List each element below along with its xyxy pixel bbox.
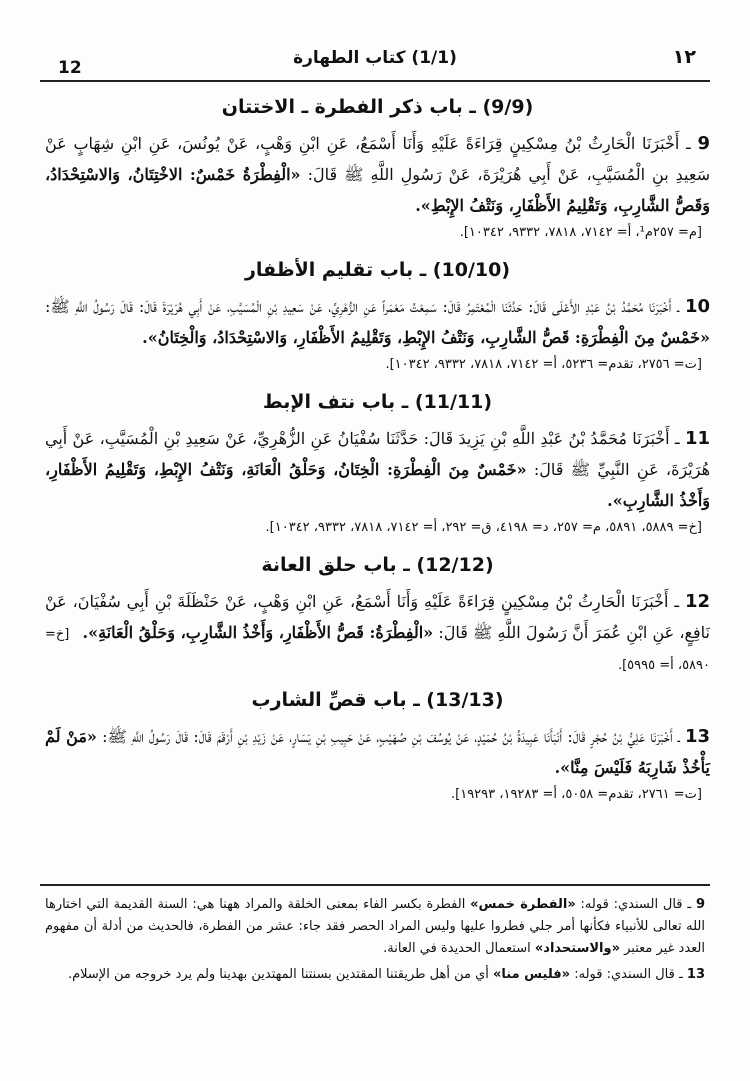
chapter-title: (11/11) ـ باب نتف الإبط	[262, 391, 493, 413]
hadith-reference: [ت= ٢٧٥٦، تقدم= ٥٢٣٦، أ= ٧١٤٢، ٧٨١٨، ٩٣٣٢، ١٠٣٤٢].	[385, 357, 702, 372]
hadith-number: 13	[684, 726, 710, 747]
chapter-title: (10/10) ـ باب تقليم الأظفار	[244, 259, 511, 281]
chapter-title: (12/12) ـ باب حلق العانة	[261, 554, 494, 576]
footnote-lead: ـ قال السندي: قوله:	[580, 897, 692, 912]
chapter-12	[45, 550, 710, 679]
hadith-text: ـ أَخْبَرَنَا الْحَارِثُ بْنُ مِسْكِينٍ قِرَاءَةً عَلَيْهِ وَأَنَا أَسْمَعُ، عَنِ ابْنِ وَهْبٍ، عَنْ يُونُسَ، عَنِ ابْنِ شِهَابٍ عَنْ سَعِيدِ بنِ الْمُسَيَّبِ، عَنْ أَبِي هُرَيْرَةَ، عَنْ رَسُولِ اللَّهِ ﷺ قَالَ:	[45, 134, 710, 184]
hadith-quote: «مَنْ لَمْ يَأْخُذْ شَارِبَهُ فَلَيْسَ مِنَّا».	[45, 727, 710, 777]
hadith-13	[45, 721, 710, 783]
footnote-quote: «فليس منا»	[493, 967, 571, 982]
footnotes	[45, 894, 705, 990]
hadith-quote: «الْفِطْرَةُ: قَصُّ الأَظْفَارِ، وَأَخْذُ الشَّارِبِ، وَحَلْقُ الْعَانَةِ».	[82, 623, 434, 642]
hadith-reference: [ت= ٢٧٦١، تقدم= ٥٠٥٨، أ= ١٩٢٨٣، ١٩٢٩٣].	[451, 787, 702, 802]
footnote-text: استعمال الحديدة في العانة.	[383, 941, 531, 956]
chapter-9	[45, 92, 710, 245]
footnote-number: 9	[695, 897, 705, 912]
hadith-text: ـ أَخْبَرَنَا الْحَارِثُ بْنُ مِسْكِينٍ قِرَاءَةً عَلَيْهِ وَأَنَا أَسْمَعُ، عَنِ ابْنِ وَهْبٍ، عَنْ حَنْظَلَةَ بْنِ أَبِي سُفْيَانَ، عَنْ نَافِعٍ، عَنِ ابْنِ عُمَرَ أَنَّ رَسُولَ اللَّهِ ﷺ قَالَ:	[45, 592, 710, 642]
running-title: (1/1) كتاب الطهارة	[293, 48, 457, 68]
hadith-12	[45, 586, 710, 679]
footnote-text: الفطرة بكسر الفاء بمعنى الخلقة والمراد ههنا هي: السنة القديمة التي اختارها الله تعالى للأنبياء فكأنها أمر جلي فطروا عليها وليس المراد الحصر فقد جاء: عشر من الفطرة، فالحديث من أدلة أن مفهوم العدد غير معتبر	[45, 897, 705, 956]
footnote-quote: «والاستحداد»	[534, 941, 620, 956]
footnote-divider	[40, 884, 710, 886]
hadith-9	[45, 128, 710, 221]
hadith-text: ـ أَخْبَرَنَا عَلِيُّ بْنُ حُجْرٍ قَالَ: أَنْبَأَنَا عَبِيدَةُ بْنُ حُمَيْدٍ، عَنْ يُوسُفَ بْنِ صُهَيْبٍ، عَنْ حَبِيبِ بْنِ يَسَارٍ، عَنْ زَيْدِ بْنِ أَرْقَمَ قَالَ: قَالَ رَسُولُ اللَّهِ ﷺ:	[102, 727, 680, 746]
hadith-11	[45, 423, 710, 516]
hadith-reference: [خ= ٥٨٨٩، ٥٨٩١، م= ٢٥٧، د= ٤١٩٨، ق= ٢٩٢، أ= ٧١٤٢، ٧٨١٨، ٩٣٣٢، ١٠٣٤٢].	[265, 520, 702, 535]
chapter-title: (9/9) ـ باب ذكر الفطرة ـ الاختتان	[221, 96, 534, 118]
hadith-quote: «الْفِطْرَةُ خَمْسٌ: الاخْتِتَانُ، وَالاسْتِحْدَادُ، وَقَصُّ الشَّارِبِ، وَتَقْلِيمُ الأَظْفَارِ، وَنَتْفُ الإِبْطِ».	[45, 165, 710, 215]
footnote-quote: «الفطرة خمس»	[470, 897, 576, 912]
hadith-text: ـ أَخْبَرَنَا مُحَمَّدُ بْنُ عَبْدِ الأَعْلَى قَالَ: حَدَّثَنَا الْمُعْتَمِرُ قَالَ: سَمِعْتُ مَعْمَراً عَنِ الزُّهْرِيِّ، عَنْ سَعِيدِ بْنِ الْمُسَيَّبِ، عَنْ أَبِي هُرَيْرَةَ قَالَ: قَالَ رَسُولُ اللَّهِ ﷺ:	[45, 297, 680, 316]
chapter-13	[45, 685, 710, 807]
hadith-reference: [م= ٢٥٧م¹، أ= ٧١٤٢، ٧٨١٨، ٩٣٣٢، ١٠٣٤٢].	[459, 225, 702, 240]
page-number-arabic: ١٢	[672, 46, 696, 68]
chapter-10	[45, 255, 710, 377]
hadith-quote: «خَمْسٌ مِنَ الْفِطْرَةِ: الْخِتَانُ، وَحَلْقُ الْعَانَةِ، وَنَتْفُ الإِبْطِ، وَتَقْلِيمُ الأَظْفَارِ، وَأَخْذُ الشَّارِبِ».	[45, 460, 710, 510]
page-header	[40, 40, 710, 82]
footnote-text: أي من أهل طريقتنا المقتدين بسنتنا المهتدين بهدينا ولم يرد خروجه من الإسلام.	[67, 967, 489, 982]
hadith-number: 11	[684, 428, 711, 449]
main-text	[45, 92, 710, 817]
hadith-reference: [خ= ٥٨٩٠، أ= ٥٩٩٥].	[45, 627, 710, 673]
footnote-number: 13	[686, 967, 705, 982]
hadith-10	[45, 291, 710, 353]
hadith-number: 10	[684, 296, 710, 317]
hadith-text: ـ أَخْبَرَنَا مُحَمَّدُ بْنُ عَبْدِ اللَّهِ بْنِ يَزِيدَ قَالَ: حَدَّثَنَا سُفْيَانُ عَنِ الزُّهْرِيِّ، عَنْ سَعِيدِ بْنِ الْمُسَيَّبِ، عَنْ أَبِي هُرَيْرَةَ، عَنِ النَّبِيِّ ﷺ قَالَ:	[45, 429, 711, 479]
hadith-number: 12	[684, 591, 710, 612]
hadith-quote: «خَمْسٌ مِنَ الْفِطْرَةِ: قَصُّ الشَّارِبِ، وَنَتْفُ الإِبْطِ، وَتَقْلِيمُ الأَظْفَارِ، وَالاسْتِحْدَادُ، وَالْخِتَانُ».	[142, 328, 710, 347]
footnote-lead: ـ قال السندي: قوله:	[574, 967, 683, 982]
footnote-13	[45, 964, 705, 986]
chapter-title: (13/13) ـ باب قصِّ الشارب	[251, 689, 504, 711]
chapter-11	[45, 387, 710, 540]
hadith-number: 9	[697, 133, 710, 154]
page-number-latin: 12	[58, 58, 82, 78]
footnote-9	[45, 894, 705, 960]
